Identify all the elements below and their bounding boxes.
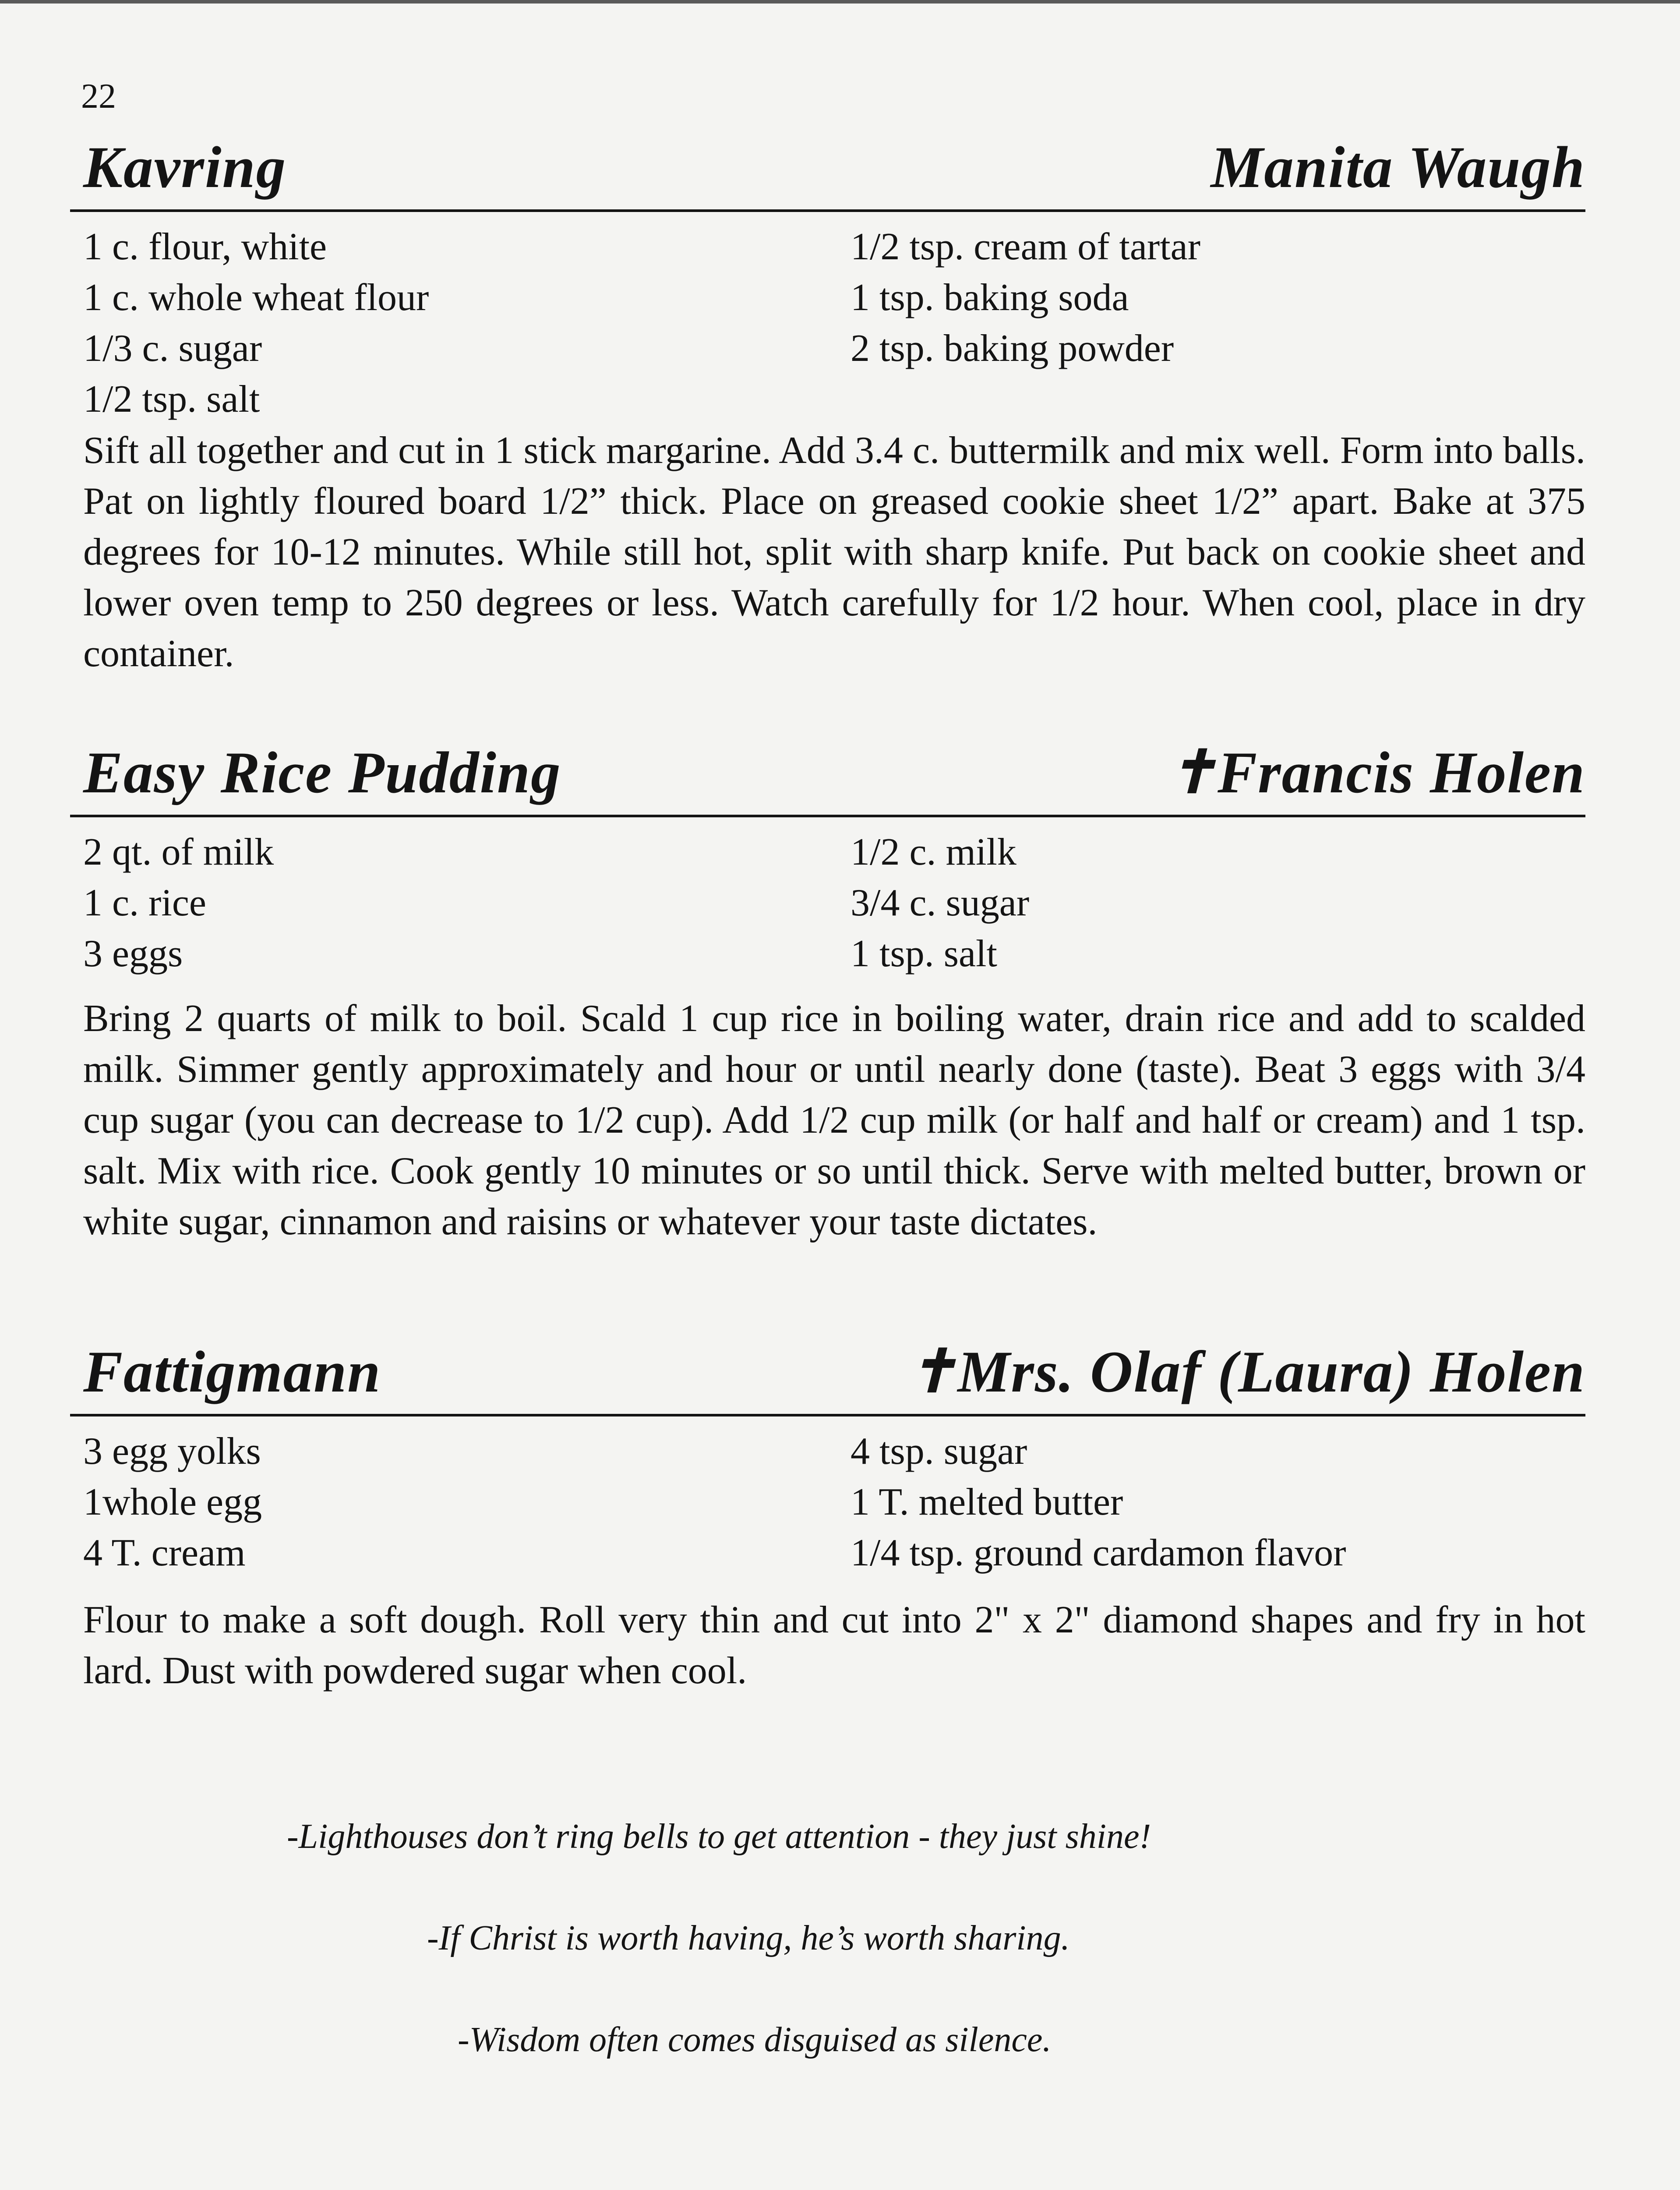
ingredient: 1 c. whole wheat flour: [83, 276, 429, 319]
recipe-directions: Bring 2 quarts of milk to boil. Scald 1 cup rice in boiling water, drain rice and add to scalded milk. Simmer gently approximately and hour or until nearly done (taste). Beat 3 eggs with 3/4 cup sugar (you can decrease to 1/2 cup). Add 1/2 cup milk (or half and half or cream) and 1 tsp. salt. Mix with rice. Cook gently 10 minutes or so until thick. Serve with melted butter, brown or white sugar, cinnamon and raisins or whatever your taste dictates.: [83, 997, 1585, 1243]
quote-lighthouses: -Lighthouses don’t ring bells to get attention - they just shine!: [287, 1817, 1151, 1856]
ingredient: 3 egg yolks: [83, 1430, 261, 1473]
recipe-header: [70, 1339, 1585, 1414]
ingredients-left-column: [83, 222, 429, 425]
ingredient: 1/4 tsp. ground cardamon flavor: [851, 1532, 1346, 1574]
ingredient: 1 c. flour, white: [83, 226, 327, 268]
recipe-kavring: [70, 135, 1585, 679]
recipe-directions: Sift all together and cut in 1 stick margarine. Add 3.4 c. buttermilk and mix well. Form into balls. Pat on lightly floured board 1/2” thick. Place on greased cookie sheet 1/2” apart. Bake at 375 degrees for 10-12 minutes. While still hot, split with sharp knife. Put back on cookie sheet and lower oven temp to 250 degrees or less. Watch carefully for 1/2 hour. When cool, place in dry container.: [83, 429, 1585, 675]
ingredients-right-column: [851, 222, 1200, 374]
ingredient: 1whole egg: [83, 1481, 262, 1523]
recipe-title: Kavring: [83, 135, 287, 200]
ingredient: 1/3 c. sugar: [83, 327, 262, 370]
recipe-header: [70, 135, 1585, 209]
ingredient: 1 T. melted butter: [851, 1481, 1123, 1523]
recipe-header: [70, 740, 1585, 815]
ingredient: 1/2 tsp. salt: [83, 378, 260, 420]
title-rule: [70, 815, 1585, 817]
title-rule: [70, 1414, 1585, 1416]
ingredients-list: [70, 827, 1585, 993]
recipe-fattigmann: [70, 1339, 1585, 1696]
recipe-easy-rice-pudding: [70, 740, 1585, 1247]
quote-christ: -If Christ is worth having, he’s worth sharing.: [427, 1919, 1070, 1957]
ingredient: 1/2 c. milk: [851, 831, 1016, 873]
ingredient: 4 tsp. sugar: [851, 1430, 1027, 1473]
ingredients-right-column: [851, 827, 1029, 979]
recipe-author: ✝Francis Holen: [1167, 740, 1585, 805]
page-top-edge: [0, 0, 1680, 4]
ingredient: 2 tsp. baking powder: [851, 327, 1174, 370]
recipe-author: ✝Mrs. Olaf (Laura) Holen: [907, 1339, 1585, 1405]
ingredient: 1 tsp. salt: [851, 933, 997, 975]
ingredients-list: [70, 1426, 1585, 1595]
ingredient: 3/4 c. sugar: [851, 882, 1030, 924]
recipe-author: Manita Waugh: [1211, 135, 1585, 200]
ingredient: 4 T. cream: [83, 1532, 246, 1574]
quote-wisdom: -Wisdom often comes disguised as silence.: [458, 2020, 1052, 2059]
recipe-title: Easy Rice Pudding: [83, 740, 561, 805]
ingredients-left-column: [83, 827, 274, 979]
ingredient: 1 c. rice: [83, 882, 206, 924]
ingredients-right-column: [851, 1426, 1346, 1579]
ingredient: 2 qt. of milk: [83, 831, 274, 873]
title-rule: [70, 209, 1585, 212]
recipe-directions: Flour to make a soft dough. Roll very thin and cut into 2" x 2" diamond shapes and fry in hot lard. Dust with powdered sugar when cool.: [83, 1599, 1585, 1692]
ingredients-left-column: [83, 1426, 262, 1579]
ingredient: 1 tsp. baking soda: [851, 276, 1129, 319]
ingredient: 1/2 tsp. cream of tartar: [851, 226, 1201, 268]
ingredient: 3 eggs: [83, 933, 183, 975]
recipe-title: Fattigmann: [83, 1339, 381, 1405]
ingredients-list: [70, 222, 1585, 425]
page-number: 22: [81, 77, 116, 116]
